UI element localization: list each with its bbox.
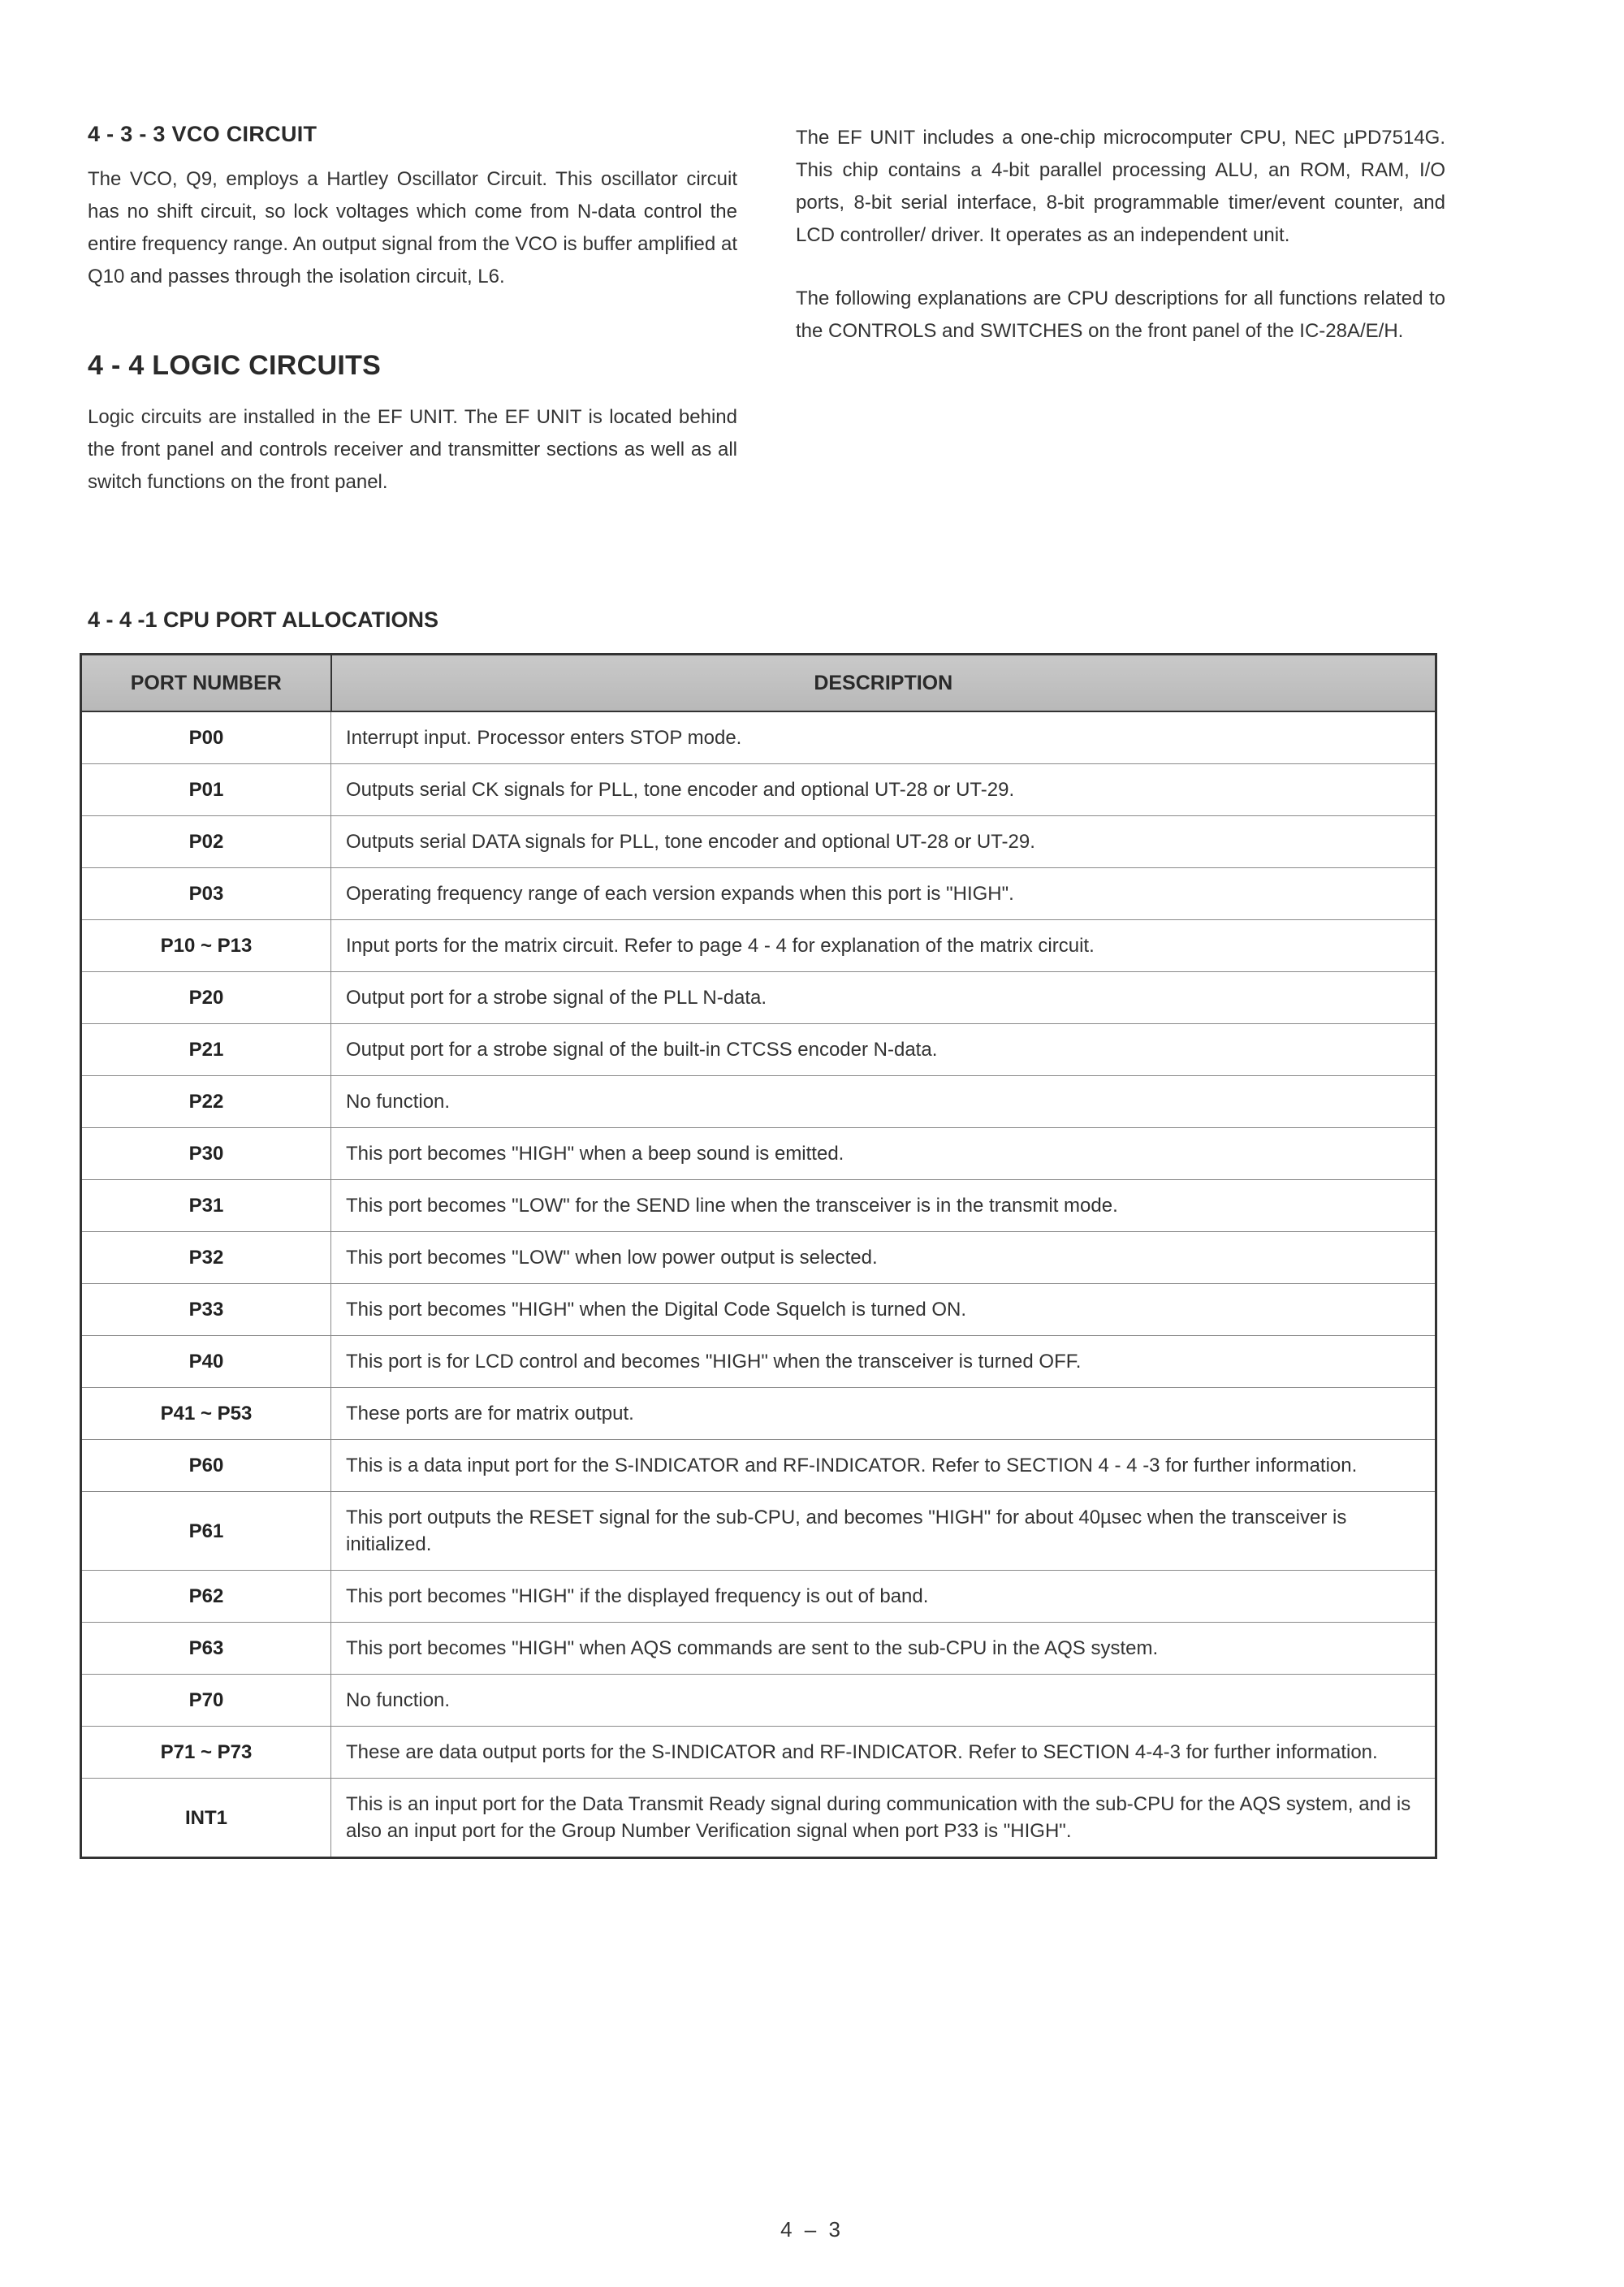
port-number-cell: INT1 [81, 1779, 331, 1858]
table-header-row [81, 655, 1436, 712]
table-row [81, 920, 1436, 972]
description-cell: Outputs serial DATA signals for PLL, tone encoder and optional UT-28 or UT-29. [331, 816, 1436, 868]
table-row [81, 1076, 1436, 1128]
table-row [81, 1492, 1436, 1571]
description-cell: This port outputs the RESET signal for the sub-CPU, and becomes "HIGH" for about 40µsec when the transceiver is initialized. [331, 1492, 1436, 1571]
port-number-cell: P60 [81, 1440, 331, 1492]
description-cell: These are data output ports for the S-INDICATOR and RF-INDICATOR. Refer to SECTION 4-4-3 for further information. [331, 1727, 1436, 1779]
table-body [81, 711, 1436, 1858]
description-cell: Interrupt input. Processor enters STOP mode. [331, 711, 1436, 764]
page-number: 4 – 3 [780, 2217, 844, 2242]
description-cell: This port becomes "LOW" for the SEND line when the transceiver is in the transmit mode. [331, 1180, 1436, 1232]
table-row [81, 1180, 1436, 1232]
port-number-cell: P01 [81, 764, 331, 816]
port-number-cell: P63 [81, 1623, 331, 1675]
port-number-cell: P02 [81, 816, 331, 868]
port-number-cell: P71 ~ P73 [81, 1727, 331, 1779]
table-row [81, 1571, 1436, 1623]
port-number-cell: P03 [81, 868, 331, 920]
table-row [81, 1440, 1436, 1492]
description-cell: This port becomes "HIGH" when the Digital Code Squelch is turned ON. [331, 1284, 1436, 1336]
description-cell: This port becomes "HIGH" when a beep sound is emitted. [331, 1128, 1436, 1180]
description-cell: No function. [331, 1076, 1436, 1128]
logic-circuits-heading: 4 - 4 LOGIC CIRCUITS [88, 350, 382, 381]
cpu-port-allocations-title: 4 - 4 -1 CPU PORT ALLOCATIONS [88, 607, 439, 632]
table-row [81, 1232, 1436, 1284]
vco-circuit-text: The VCO, Q9, employs a Hartley Oscillator Circuit. This oscillator circuit has no shift circuit, so lock voltages which come from N-data control the entire frequency range. An output signal from the VCO is buffer amplified at Q10 and passes through the isolation circuit, L6. [88, 168, 737, 287]
cpu-port-table [80, 653, 1437, 1859]
port-number-cell: P21 [81, 1024, 331, 1076]
port-number-header: PORT NUMBER [81, 655, 331, 712]
description-cell: Input ports for the matrix circuit. Refer to page 4 - 4 for explanation of the matrix circuit. [331, 920, 1436, 972]
description-cell: Output port for a strobe signal of the PLL N-data. [331, 972, 1436, 1024]
port-number-cell: P70 [81, 1675, 331, 1727]
right-column [796, 122, 1445, 348]
table-row [81, 1336, 1436, 1388]
table-row [81, 1128, 1436, 1180]
description-cell: Operating frequency range of each version expands when this port is "HIGH". [331, 868, 1436, 920]
ef-unit-description: The EF UNIT includes a one-chip microcomputer CPU, NEC µPD7514G. This chip contains a 4-bit parallel processing ALU, an ROM, RAM, I/O ports, 8-bit serial interface, 8-bit programmable timer/event counter, and LCD controller/ driver. It operates as an independent unit. [796, 127, 1445, 246]
table-row [81, 1284, 1436, 1336]
description-cell: No function. [331, 1675, 1436, 1727]
description-cell: Output port for a strobe signal of the built-in CTCSS encoder N-data. [331, 1024, 1436, 1076]
port-number-cell: P10 ~ P13 [81, 920, 331, 972]
description-cell: This port is for LCD control and becomes "HIGH" when the transceiver is turned OFF. [331, 1336, 1436, 1388]
table-row [81, 764, 1436, 816]
table-row [81, 1727, 1436, 1779]
vco-circuit-heading: 4 - 3 - 3 VCO CIRCUIT [88, 122, 317, 146]
table-row [81, 1388, 1436, 1440]
description-cell: This port becomes "LOW" when low power output is selected. [331, 1232, 1436, 1284]
table-row [81, 868, 1436, 920]
port-number-cell: P62 [81, 1571, 331, 1623]
description-cell: These ports are for matrix output. [331, 1388, 1436, 1440]
port-number-cell: P22 [81, 1076, 331, 1128]
logic-circuits-text: Logic circuits are installed in the EF UNIT. The EF UNIT is located behind the front panel and controls receiver and transmitter sections as well as all switch functions on the front panel. [88, 406, 737, 493]
port-number-cell: P41 ~ P53 [81, 1388, 331, 1440]
table-row [81, 816, 1436, 868]
table-row [81, 972, 1436, 1024]
table-row [81, 1779, 1436, 1858]
description-header: DESCRIPTION [331, 655, 1436, 712]
table-row [81, 1024, 1436, 1076]
port-number-cell: P40 [81, 1336, 331, 1388]
port-number-cell: P31 [81, 1180, 331, 1232]
table-row [81, 1675, 1436, 1727]
description-cell: This is a data input port for the S-INDICATOR and RF-INDICATOR. Refer to SECTION 4 - 4 -3 for further information. [331, 1440, 1436, 1492]
port-number-cell: P20 [81, 972, 331, 1024]
table-row [81, 1623, 1436, 1675]
description-cell: Outputs serial CK signals for PLL, tone encoder and optional UT-28 or UT-29. [331, 764, 1436, 816]
port-number-cell: P32 [81, 1232, 331, 1284]
left-column [88, 122, 737, 499]
port-number-cell: P61 [81, 1492, 331, 1571]
description-cell: This is an input port for the Data Transmit Ready signal during communication with the sub-CPU for the AQS system, and is also an input port for the Group Number Verification signal when port P33 is "HIGH". [331, 1779, 1436, 1858]
port-number-cell: P33 [81, 1284, 331, 1336]
description-cell: This port becomes "HIGH" when AQS commands are sent to the sub-CPU in the AQS system. [331, 1623, 1436, 1675]
description-cell: This port becomes "HIGH" if the displayed frequency is out of band. [331, 1571, 1436, 1623]
table-row [81, 711, 1436, 764]
port-number-cell: P00 [81, 711, 331, 764]
cpu-explanation-intro: The following explanations are CPU descriptions for all functions related to the CONTROLS and SWITCHES on the front panel of the IC-28A/E/H. [796, 287, 1445, 342]
port-number-cell: P30 [81, 1128, 331, 1180]
